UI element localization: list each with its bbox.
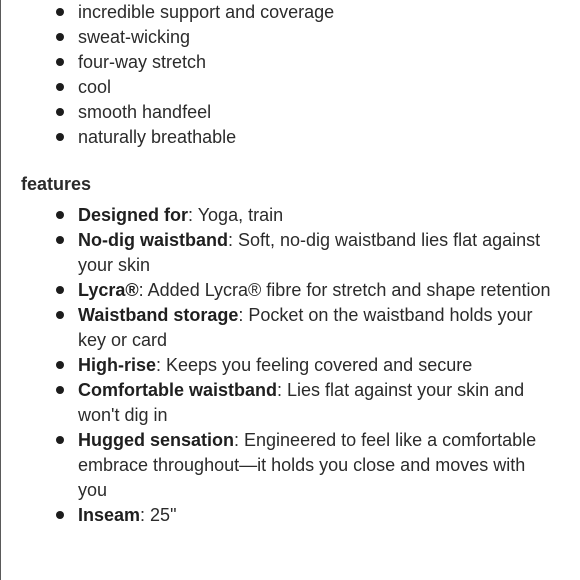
bullet-icon bbox=[56, 83, 64, 91]
bullet-icon bbox=[56, 236, 64, 244]
feature-label: Inseam bbox=[78, 505, 141, 525]
feature-item bbox=[78, 278, 558, 303]
feature-item bbox=[78, 228, 558, 278]
list-item bbox=[78, 25, 568, 50]
bullet-icon bbox=[56, 211, 64, 219]
bullet-icon bbox=[56, 133, 64, 141]
feature-text: : Soft, no-dig waistband lies flat against your skin bbox=[78, 230, 541, 275]
feature-item bbox=[78, 378, 558, 428]
bullet-icon bbox=[56, 511, 64, 519]
feature-text: : Yoga, train bbox=[188, 205, 284, 225]
features-list bbox=[78, 203, 558, 528]
features-heading: features bbox=[21, 174, 92, 194]
feature-text: : Keeps you feeling covered and secure bbox=[156, 355, 473, 375]
list-item bbox=[78, 50, 568, 75]
list-item-text: naturally breathable bbox=[78, 127, 237, 147]
list-item bbox=[78, 125, 568, 150]
feature-text: : Pocket on the waistband holds your key or card bbox=[78, 305, 533, 350]
bullet-icon bbox=[56, 58, 64, 66]
list-item bbox=[78, 75, 568, 100]
feature-text: : Engineered to feel like a comfortable embrace throughout—it holds you close and moves with you bbox=[78, 430, 537, 500]
list-item-text: smooth handfeel bbox=[78, 102, 212, 122]
bullet-icon bbox=[56, 33, 64, 41]
feature-item bbox=[78, 428, 558, 503]
feature-label: Waistband storage bbox=[78, 305, 239, 325]
fabric-properties-list bbox=[78, 0, 568, 150]
list-item bbox=[78, 0, 568, 25]
list-item-text: sweat-wicking bbox=[78, 27, 191, 47]
bullet-icon bbox=[56, 286, 64, 294]
feature-text: : Added Lycra® fibre for stretch and shape retention bbox=[138, 280, 551, 300]
feature-text: : 25" bbox=[140, 505, 177, 525]
feature-text: : Lies flat against your skin and won't dig in bbox=[78, 380, 525, 425]
bullet-icon bbox=[56, 8, 64, 16]
feature-label: High-rise bbox=[78, 355, 157, 375]
bullet-icon bbox=[56, 386, 64, 394]
feature-label: Designed for bbox=[78, 205, 189, 225]
list-item-text: cool bbox=[78, 77, 112, 97]
bullet-icon bbox=[56, 361, 64, 369]
feature-item bbox=[78, 503, 558, 528]
feature-item bbox=[78, 303, 558, 353]
feature-label: Comfortable waistband bbox=[78, 380, 278, 400]
bullet-icon bbox=[56, 436, 64, 444]
bullet-icon bbox=[56, 311, 64, 319]
feature-item bbox=[78, 203, 558, 228]
feature-label: Hugged sensation bbox=[78, 430, 235, 450]
feature-item bbox=[78, 353, 558, 378]
feature-label: Lycra® bbox=[78, 280, 139, 300]
list-item bbox=[78, 100, 568, 125]
bullet-icon bbox=[56, 108, 64, 116]
list-item-text: incredible support and coverage bbox=[78, 2, 335, 22]
list-item-text: four-way stretch bbox=[78, 52, 207, 72]
feature-label: No-dig waistband bbox=[78, 230, 228, 250]
